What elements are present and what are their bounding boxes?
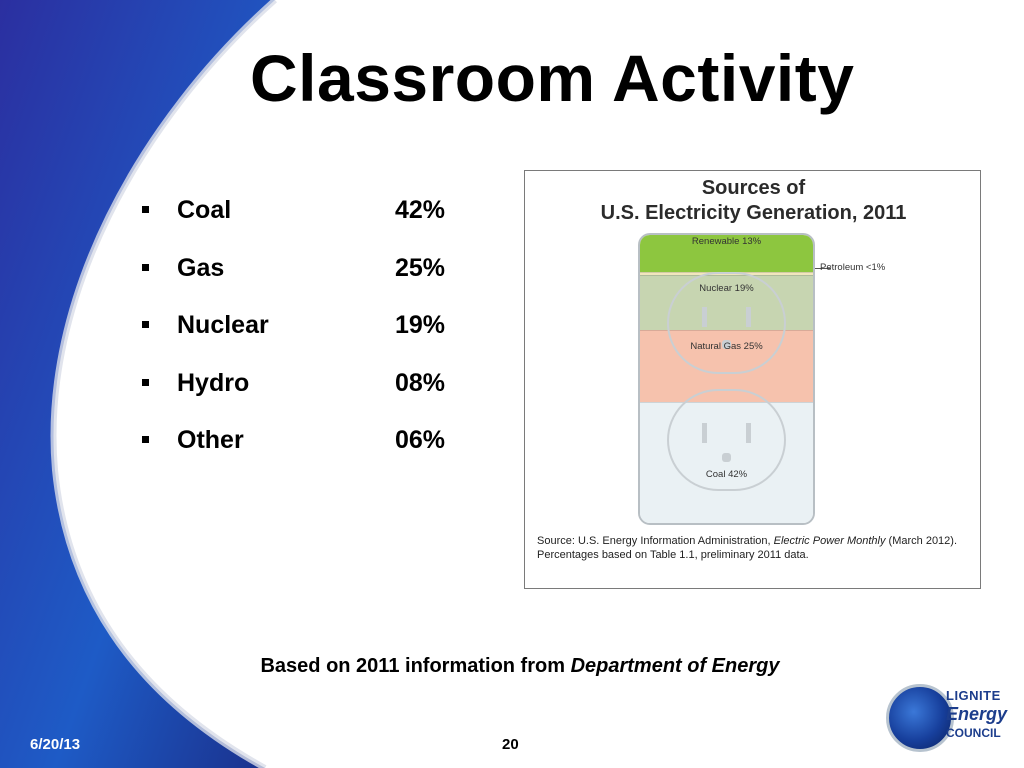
bullet-label: Hydro	[177, 368, 250, 397]
bullet-value: 25%	[395, 253, 446, 282]
petroleum-callout-label: Petroleum <1%	[820, 262, 886, 273]
logo-text-line2: Energy	[946, 704, 1008, 724]
figure-title-line2: U.S. Electricity Generation, 2011	[600, 202, 907, 224]
bullet-square-icon	[142, 379, 149, 386]
bullet-item	[140, 426, 470, 484]
bullet-value: 42%	[395, 196, 446, 224]
chart-band-label: Coal 42%	[705, 469, 748, 480]
slide-caption	[0, 655, 1024, 678]
bullet-item	[140, 254, 470, 312]
caption-source: Department of Energy	[570, 655, 780, 677]
logo-text-line3: COUNCIL	[946, 726, 1001, 740]
bullet-square-icon	[142, 321, 149, 328]
chart-band-label: Nuclear 19%	[699, 283, 754, 294]
chart-band-label: Natural Gas 25%	[690, 341, 763, 352]
slide-title: Classroom Activity	[250, 41, 855, 115]
bullet-item	[140, 369, 470, 427]
figure-title-line1: Sources of	[701, 177, 806, 199]
figure-source-note	[537, 534, 972, 562]
slide-date: 6/20/13	[30, 736, 81, 753]
outlet-stacked-chart	[638, 233, 815, 525]
bullet-label: Other	[177, 426, 244, 454]
logo-text-line1: LIGNITE	[946, 688, 1001, 703]
bullet-item	[140, 196, 470, 254]
chart-band-label: Renewable 13%	[691, 236, 762, 247]
bullet-list	[140, 196, 470, 484]
bullet-value: 08%	[395, 368, 446, 397]
source-publication: Electric Power Monthly	[773, 535, 886, 547]
lignite-energy-council-logo	[880, 680, 1020, 762]
electricity-sources-figure	[524, 170, 981, 589]
globe-icon	[886, 684, 954, 752]
bullet-item	[140, 311, 470, 369]
bullet-label: Gas	[177, 253, 225, 282]
source-prefix: Source: U.S. Energy Information Administration,	[537, 535, 774, 547]
bullet-label: Nuclear	[177, 311, 269, 339]
bullet-square-icon	[142, 436, 149, 443]
bullet-value: 06%	[395, 426, 446, 454]
bullet-label: Coal	[177, 196, 232, 224]
bullet-value: 19%	[395, 311, 446, 339]
bullet-square-icon	[142, 264, 149, 271]
caption-text: Based on 2011 information from	[260, 655, 571, 677]
source-suffix: (March 2012). Percentages based on Table 1.1, preliminary 2011 data.	[537, 535, 958, 561]
slide-page-number: 20	[502, 736, 519, 753]
bullet-square-icon	[142, 206, 149, 213]
